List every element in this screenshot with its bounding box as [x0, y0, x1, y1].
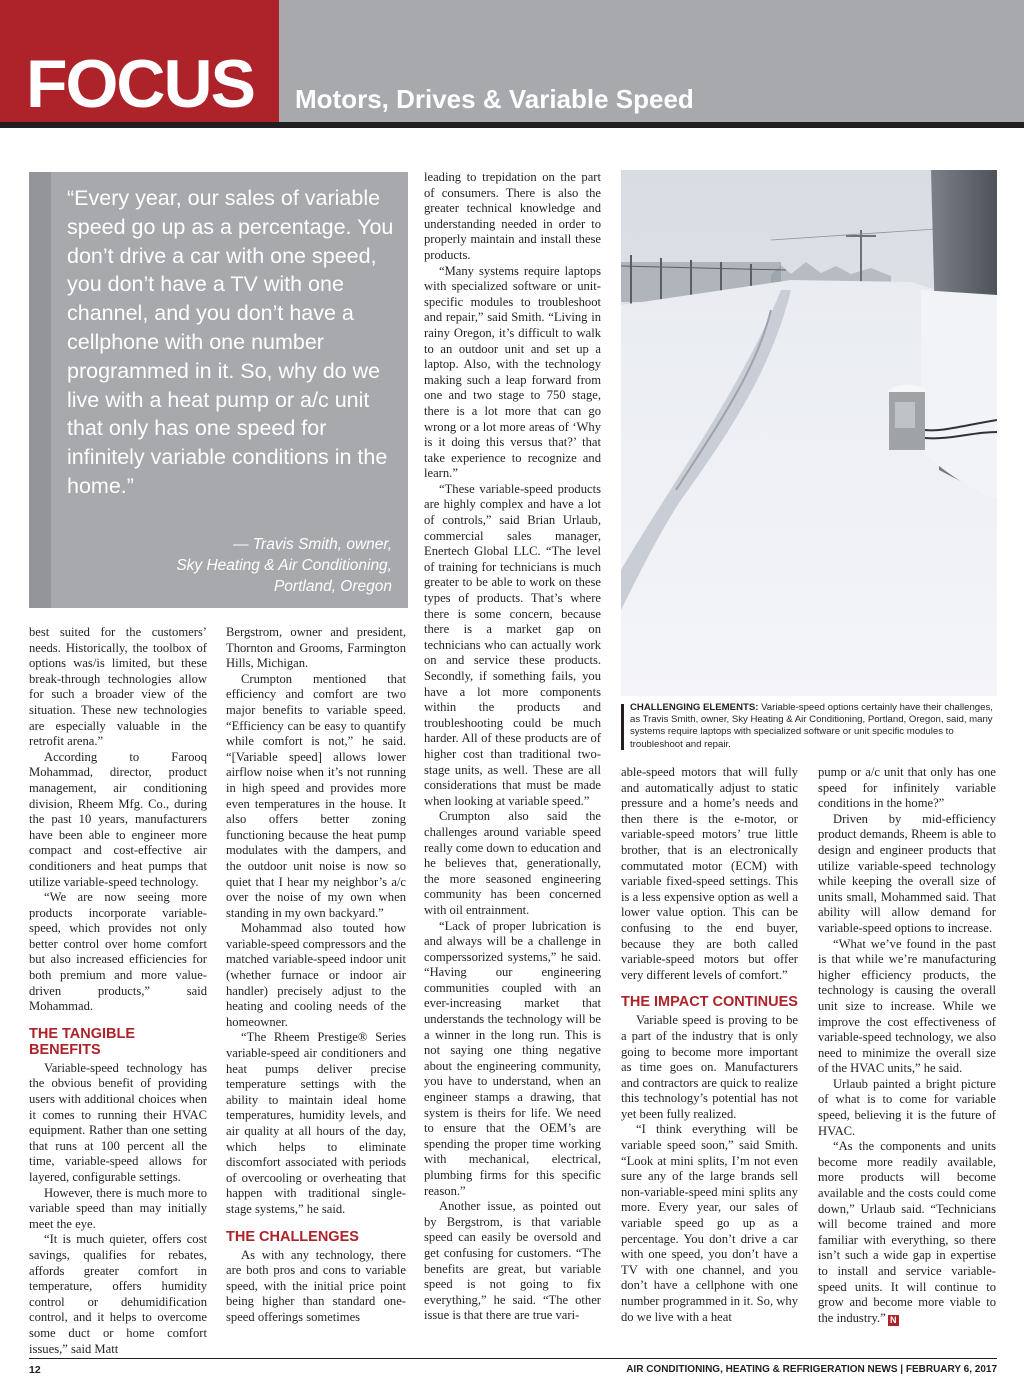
paragraph: As with any technology, there are both pros and cons to variable speed, with the initial price point being higher than standard one-speed offerings sometimes	[226, 1247, 406, 1324]
snow-scene-image	[621, 170, 997, 696]
column-2	[226, 625, 406, 1326]
paragraph: Variable speed is proving to be a part of the industry that is only going to become more important as time goes on. Manufacturers and contractors are quick to realize this technology’s potential has not yet been fully realized.	[621, 1013, 798, 1121]
paragraph: “Many systems require laptops with specialized software or unit-specific modules to troubleshoot and repair,” said Smith. “Living in rainy Oregon, it’s difficult to walk to an outdoor unit and set up a laptop. Also, with the technology making such a leap forward from one and two stage to 750 stage, there is a lot more that can go wrong or a lot more areas of ‘Why is it doing this versus that?’ that take experience to recognize and learn.”	[424, 263, 601, 481]
snow-photo	[621, 170, 997, 696]
paragraph-text: “As the components and units become more readily available, more products will become available and the costs could come down,” Urlaub said. “Technicians will become trained and more familiar with everything, so there isn’t such a wide gap in expertise to install and service variable-speed units. It will continue to grow and become more viable to the industry.”	[818, 1139, 996, 1325]
end-mark-icon: N	[888, 1315, 899, 1326]
column-1	[29, 625, 207, 1357]
footer-rule	[29, 1358, 997, 1359]
section-title: FOCUS	[26, 46, 254, 122]
paragraph: According to Farooq Mohammad, director, product management, air conditioning division, Rheem Mfg. Co., during the past 10 years, manufacturers have been able to engineer more compact and cost-effective air conditioners and heat pumps that utilize variable-speed technology.	[29, 749, 207, 889]
paragraph: Another issue, as pointed out by Bergstrom, is that variable speed can easily be oversold and get confusing for customers. “The benefits are great, but variable speed is not going to fix everything,” he said. “The other issue is that there are true vari-	[424, 1199, 601, 1323]
paragraph: Driven by mid-efficiency product demands, Rheem is able to design and engineer products that utilize variable-speed technology while keeping the overall size of units small, Mohammed said. That ability will allow demand for variable-speed options to increase.	[818, 811, 996, 935]
paragraph	[818, 1139, 996, 1326]
subhead-challenges: THE CHALLENGES	[226, 1228, 359, 1245]
paragraph: “We are now seeing more products incorporate variable-speed, which provides not only better control over home comfort but also increased efficiencies for both premium and more value-driven products,” said Mohammad.	[29, 890, 207, 1014]
paragraph: leading to trepidation on the part of consumers. There is also the greater technical knowledge and understanding needed in order to properly maintain and install these products.	[424, 170, 601, 262]
paragraph: best suited for the customers’ needs. Historically, the toolbox of options was/is limited, but these break-through technologies allow for such a broader view of the situation. These new technologies are especially valuable in the retrofit arena.”	[29, 625, 207, 749]
paragraph: Urlaub painted a bright picture of what is to come for variable speed, believing it is the future of HVAC.	[818, 1076, 996, 1138]
photo-caption	[630, 702, 998, 751]
page-number: 12	[29, 1364, 41, 1376]
caption-bar	[621, 704, 624, 750]
paragraph: “These variable-speed products are highly complex and have a lot of controls,” said Brian Urlaub, commercial sales manager, Enertech Global LLC. “The level of training for technicians is much greater to be able to work on these types of products. That’s where there is some concern, because there is a market gap on technicians who can actually work on and service these products. Secondly, if something fails, you have a lot more components within the products and troubleshooting could be much harder. All of these products are of higher cost than traditional two-stage units, as well. These are all considerations that must be made when looking at variable speed.”	[424, 481, 601, 808]
publication-line: AIR CONDITIONING, HEATING & REFRIGERATION NEWS | FEBRUARY 6, 2017	[626, 1364, 997, 1375]
caption-lead: CHALLENGING ELEMENTS:	[630, 702, 759, 713]
attribution-line: Sky Heating & Air Conditioning,	[176, 557, 392, 574]
subhead-impact-continues: THE IMPACT CONTINUES	[621, 994, 798, 1011]
caption-text: Variable-speed options certainly have their challenges, as Travis Smith, owner, Sky Heating & Air Conditioning, Portland, Oregon, said, many systems require laptops with specialized software or unit specific modules to troubleshoot and repair.	[630, 702, 993, 750]
paragraph: However, there is much more to variable speed than may initially meet the eye.	[29, 1185, 207, 1231]
attribution-line: — Travis Smith, owner,	[232, 536, 392, 553]
paragraph: Crumpton also said the challenges around variable speed really come down to education and he believes that, generationally, the more seasoned engineering community has been concerned with oil entrainment.	[424, 809, 601, 917]
paragraph: “Lack of proper lubrication is and always will be a challenge in comperssorized systems,” he said. “Having our engineering communities coupled with an ever-increasing market that understands the technology will be a winner in the long run. This is not saying one thing negative about the engineering community, you have to understand, when an engineer stamps a drawing, that system is theirs for life. We need to ensure that the OEM’s are spending the proper time working with mechanical, electrical, plumbing firms for this specific reason.”	[424, 918, 601, 1198]
paragraph: pump or a/c unit that only has one speed for infinitely variable conditions in the home?”	[818, 765, 996, 811]
column-4	[621, 765, 798, 1325]
paragraph: Mohammad also touted how variable-speed compressors and the matched variable-speed indoor unit (whether furnace or indoor air handler) precisely adjust to the heating and cooling needs of the homeowner.	[226, 921, 406, 1029]
pull-quote-bar	[29, 172, 51, 608]
paragraph: “The Rheem Prestige® Series variable-speed air conditioners and heat pumps deliver precise temperature settings with the ability to maintain ideal home temperatures, humidity levels, and air quality at all hours of the day, which helps to eliminate discomfort associated with periods of overcooling or overheating that happen with traditional single-stage systems,” he said.	[226, 1030, 406, 1216]
pull-quote-attribution	[176, 534, 392, 597]
section-topic: Motors, Drives & Variable Speed	[295, 84, 694, 114]
paragraph: Variable-speed technology has the obvious benefit of providing users with additional choices when it comes to running their HVAC equipment. Rather than one setting that runs at 100 percent all the time, variable-speed allows for layered, configurable settings.	[29, 1060, 207, 1184]
paragraph: “What we’ve found in the past is that while we’re manufacturing higher efficiency products, the technology is causing the overall unit size to increase. While we improve the cost effectiveness of variable-speed technology, we also need to minimize the overall size of the HVAC units,” he said.	[818, 936, 996, 1076]
column-3	[424, 170, 601, 1324]
pull-quote	[51, 172, 408, 608]
paragraph: “It is much quieter, offers cost savings, qualifies for rebates, affords greater comfort in temperature, offers humidity control or dehumidification control, and it helps to overcome some duct or home comfort issues,” said Matt	[29, 1232, 207, 1356]
attribution-line: Portland, Oregon	[273, 578, 392, 595]
paragraph: Crumpton mentioned that efficiency and comfort are two major benefits to variable speed. “Efficiency can be easy to quantify while comfort is not,” he said. “[Variable speed] allows lower airflow noise when it’s not running in high speed and provides more even temperatures in the house. It also offers better zoning functioning because the heat pump modulates with the dampers, and the outdoor unit noise is now so quiet that I hear my neighbor’s a/c over the noise of my own when standing in my own backyard.”	[226, 671, 406, 920]
header-rule	[0, 122, 1024, 128]
pull-quote-text: “Every year, our sales of variable speed go up as a percentage. You don’t drive a car with one speed, you don’t have a TV with one channel, and you don’t have a cellphone with one number programmed in it. So, why do we live with a heat pump or a/c unit that only has one speed for infinitely variable conditions in the home.”	[67, 186, 394, 498]
subhead-tangible-benefits: THE TANGIBLE BENEFITS	[29, 1025, 136, 1058]
paragraph: “I think everything will be variable speed soon,” said Smith. “Look at mini splits, I’m not even sure any of the large brands sell non-variable-speed mini splits any more. Every year, our sales of variable speed go up as a percentage. You don’t drive a car with one speed, you don’t have a TV with one channel, and you don’t have a cellphone with one number programmed in it. So, why do we live with a heat	[621, 1122, 798, 1324]
paragraph: Bergstrom, owner and president, Thornton and Grooms, Farmington Hills, Michigan.	[226, 625, 406, 671]
column-5	[818, 765, 996, 1326]
paragraph: able-speed motors that will fully and automatically adjust to static pressure and a home’s needs and then there is the e-motor, or variable-speed motors’ true little brother, that is an electronically commutated motor (ECM) with variable fixed-speed settings. This is a less expensive option as well a lower value option. This can be confusing to the end buyer, because they are both called variable-speed motors but offer very different levels of comfort.”	[621, 765, 798, 982]
